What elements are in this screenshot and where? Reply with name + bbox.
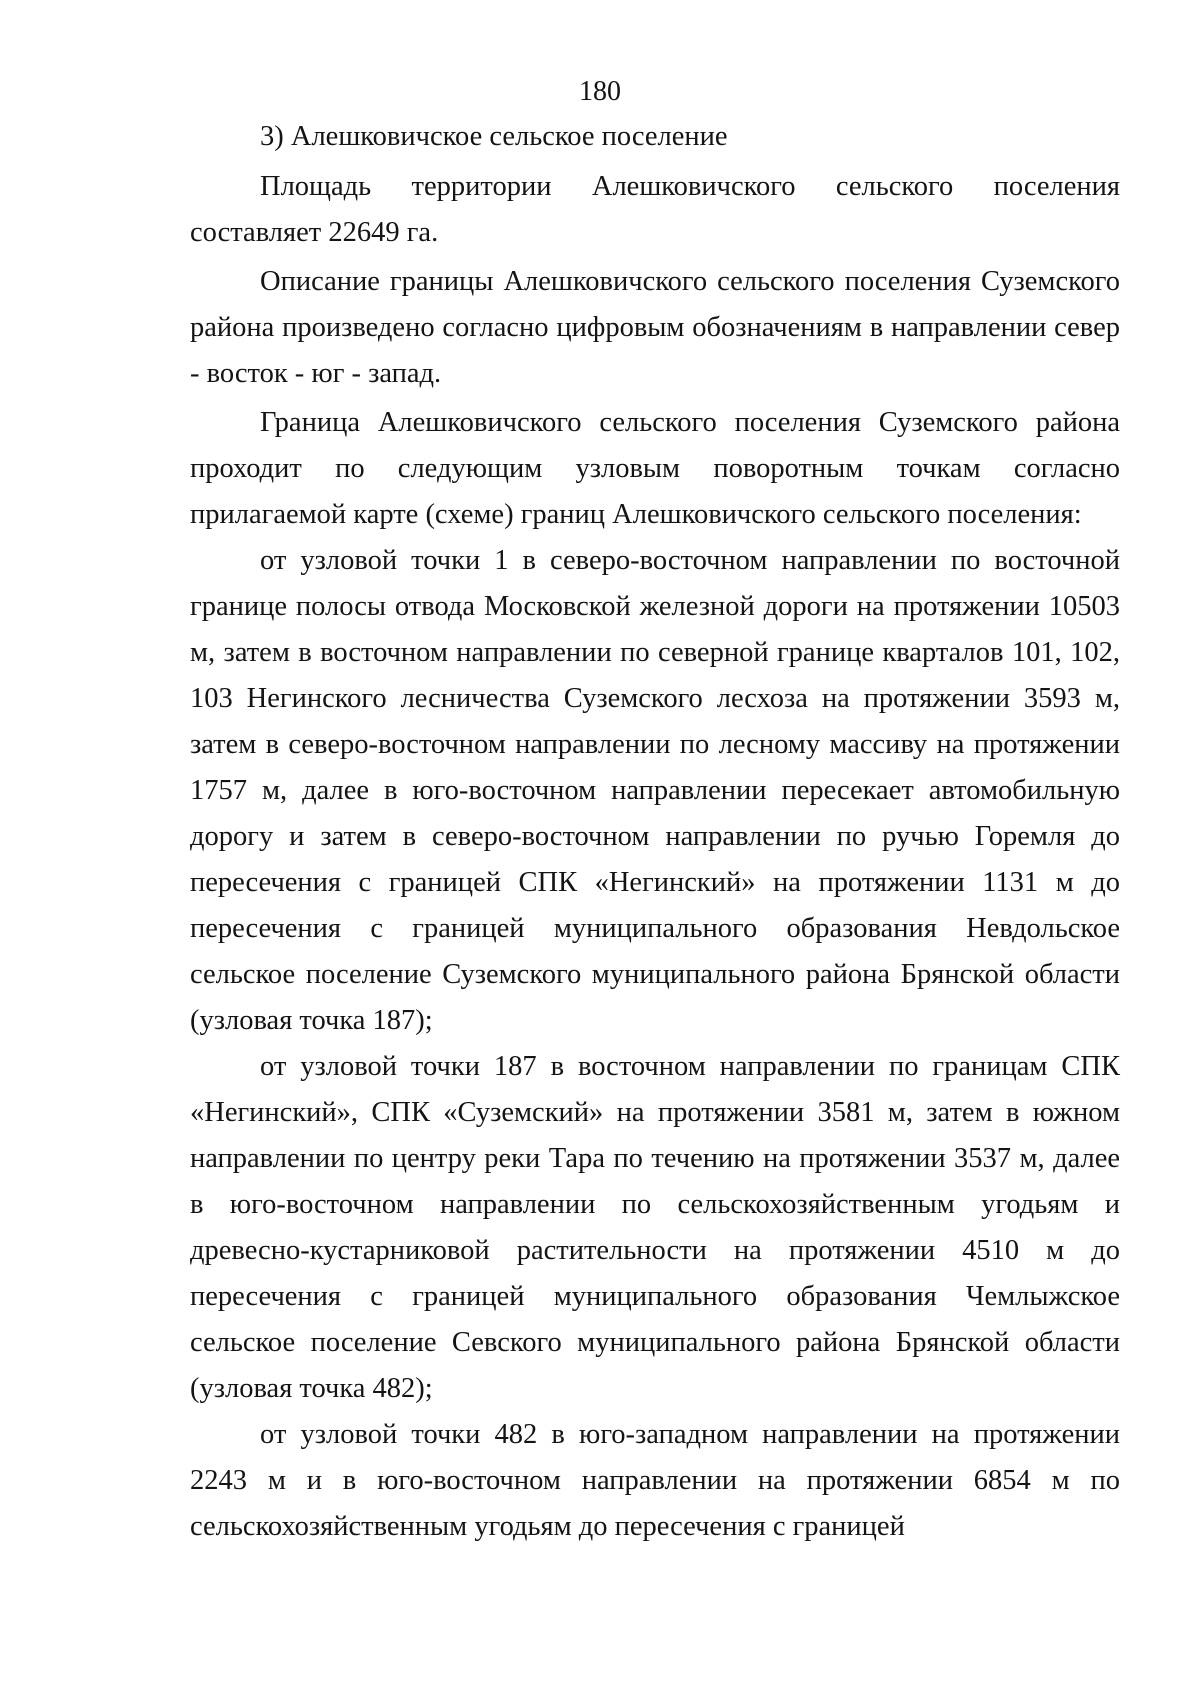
document-body: [190, 114, 1120, 1550]
page-number: 180: [579, 76, 621, 107]
paragraph-from-point-482: от узловой точки 482 в юго-западном направлении на протяжении 2243 м и в юго-восточном направлении на протяжении 6854 м по сельскохозяйственным угодьям до пересечения с границей: [190, 1419, 1120, 1542]
paragraph-boundary-points: Граница Алешковичского сельского поселения Суземского района проходит по следующим узловым поворотным точкам согласно прилагаемой карте (схеме) границ Алешковичского сельского поселения:: [190, 407, 1120, 530]
paragraph-boundary-description: Описание границы Алешковичского сельского поселения Суземского района произведено согласно цифровым обозначениям в направлении север - восток - юг - запад.: [190, 266, 1120, 389]
paragraph-from-point-1: от узловой точки 1 в северо-восточном направлении по восточной границе полосы отвода Московской железной дороги на протяжении 10503 м, затем в восточном направлении по северной границе кварталов 101, 102, 103 Негинского лесничества Суземского лесхоза на протяжении 3593 м, затем в северо-восточном направлении по лесному массиву на протяжении 1757 м, далее в юго-восточном направлении пересекает автомобильную дорогу и затем в северо-восточном направлении по ручью Горемля до пересечения с границей СПК «Негинский» на протяжении 1131 м до пересечения с границей муниципального образования Невдольское сельское поселение Суземского муниципального района Брянской области (узловая точка 187);: [190, 545, 1120, 1036]
paragraph-area: Площадь территории Алешковичского сельского поселения составляет 22649 га.: [190, 171, 1120, 248]
paragraph-from-point-187: от узловой точки 187 в восточном направлении по границам СПК «Негинский», СПК «Суземский» на протяжении 3581 м, затем в южном направлении по центру реки Тара по течению на протяжении 3537 м, далее в юго-восточном направлении по сельскохозяйственным угодьям и древесно-кустарниковой растительности на протяжении 4510 м до пересечения с границей муниципального образования Чемлыжское сельское поселение Севского муниципального района Брянской области (узловая точка 482);: [190, 1051, 1120, 1404]
section-heading: 3) Алешковичское сельское поселение: [260, 121, 728, 152]
